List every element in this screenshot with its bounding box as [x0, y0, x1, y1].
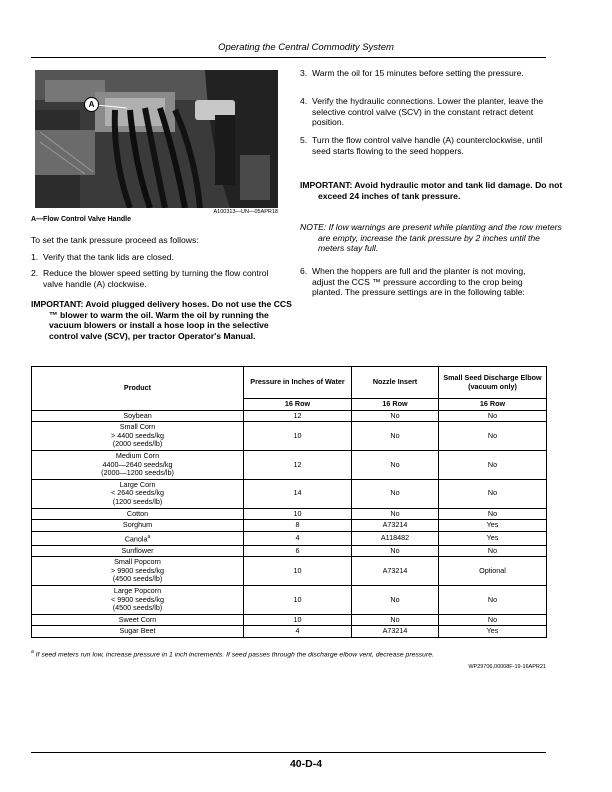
cell-pressure: 14	[244, 479, 352, 508]
product-line: Sorghum	[122, 520, 153, 530]
cell-product	[32, 626, 244, 638]
step-text: Verify that the tank lids are closed.	[43, 252, 174, 262]
product-line: (2000 seeds/lb)	[112, 439, 163, 449]
step-number: 5.	[300, 135, 308, 145]
header-rule	[31, 57, 546, 58]
cell-nozzle: No	[352, 479, 439, 508]
cell-nozzle: A73214	[352, 557, 439, 586]
cell-elbow: Optional	[439, 557, 547, 586]
step-text: Warm the oil for 15 minutes before setting the pressure.	[312, 68, 524, 78]
step-6	[300, 266, 546, 298]
table-row	[32, 557, 547, 586]
product-line: > 9900 seeds/kg	[111, 565, 164, 575]
cell-elbow: No	[439, 614, 547, 626]
table-row	[32, 626, 547, 638]
cell-elbow: No	[439, 422, 547, 451]
page-number: 40-D-4	[289, 758, 323, 770]
product-line: Large Popcorn	[113, 586, 162, 596]
cell-product	[32, 520, 244, 532]
table-row	[32, 450, 547, 479]
cell-pressure: 4	[244, 531, 352, 545]
cell-elbow: No	[439, 545, 547, 557]
figure-caption: A—Flow Control Valve Handle	[31, 216, 131, 223]
cell-nozzle: No	[352, 410, 439, 422]
header-nozzle: Nozzle Insert	[352, 367, 439, 399]
step-2	[31, 268, 281, 289]
cell-pressure: 10	[244, 586, 352, 615]
important-text: IMPORTANT: Avoid plugged delivery hoses. Do not use the CCS ™ blower to warm the oil. Warm the oil by running the vacuum blowers or install a hose loop in the selective control valve (SCV), per tractor Operator's Manual.	[31, 299, 292, 341]
cell-nozzle: No	[352, 545, 439, 557]
cell-product	[32, 479, 244, 508]
product-line: (4500 seeds/lb)	[112, 574, 163, 584]
cell-product	[32, 450, 244, 479]
step-number: 2.	[31, 268, 39, 278]
cell-elbow: No	[439, 410, 547, 422]
cell-pressure: 8	[244, 520, 352, 532]
cell-elbow: No	[439, 586, 547, 615]
header-pressure: Pressure in Inches of Water	[244, 367, 352, 399]
header-product: Product	[32, 367, 244, 411]
header-elbow: Small Seed Discharge Elbow (vacuum only)	[439, 367, 547, 399]
product-line: Small Popcorn	[114, 557, 161, 567]
product-line: (4500 seeds/lb)	[112, 603, 163, 613]
footnote-ref: a	[147, 533, 151, 540]
cell-nozzle: No	[352, 586, 439, 615]
cell-nozzle: No	[352, 508, 439, 520]
product-line: > 4400 seeds/kg	[111, 430, 164, 440]
step-number: 6.	[300, 266, 308, 276]
product-name: Canola	[124, 534, 148, 544]
cell-product	[32, 410, 244, 422]
step-text: When the hoppers are full and the planter is not moving, adjust the CCS ™ pressure according to the crop being planted. The pressure settings are in the following table:	[312, 266, 526, 298]
cell-elbow: Yes	[439, 626, 547, 638]
note-text: NOTE: If low warnings are present while planting and the row meters are empty, increase the tank pressure by 2 inches until the meters stay full.	[300, 222, 562, 254]
cell-nozzle: No	[352, 614, 439, 626]
cell-pressure: 10	[244, 557, 352, 586]
cell-nozzle: No	[352, 450, 439, 479]
step-4	[300, 96, 546, 128]
table-row	[32, 545, 547, 557]
table-row	[32, 614, 547, 626]
table-row	[32, 410, 547, 422]
cell-elbow: No	[439, 479, 547, 508]
pressure-settings-table	[31, 366, 547, 638]
product-line: Sugar Beet	[119, 626, 156, 636]
subheader-16-row: 16 Row	[352, 399, 439, 411]
note-low-warnings	[300, 222, 564, 254]
cell-nozzle: A73214	[352, 520, 439, 532]
document-code: WP29706,00008F-19-16APR21	[468, 664, 546, 670]
cell-elbow: Yes	[439, 531, 547, 545]
product-line: Cotton	[126, 508, 149, 518]
cell-product	[32, 557, 244, 586]
step-3	[300, 68, 546, 79]
important-warning-oil	[31, 299, 299, 341]
step-text: Reduce the blower speed setting by turning the flow control valve handle (A) clockwise.	[43, 268, 269, 289]
table-row	[32, 586, 547, 615]
step-5	[300, 135, 546, 156]
step-number: 3.	[300, 68, 308, 78]
cell-nozzle: A73214	[352, 626, 439, 638]
product-line: Sunflower	[121, 545, 154, 555]
product-line: Soybean	[123, 410, 152, 420]
table-header-row	[32, 367, 547, 399]
footnote-mark: a	[31, 649, 34, 655]
intro-text: To set the tank pressure proceed as follows:	[31, 235, 199, 245]
table-row	[32, 479, 547, 508]
product-line: < 2640 seeds/kg	[111, 488, 164, 498]
cell-product	[32, 545, 244, 557]
cell-nozzle: No	[352, 422, 439, 451]
product-line: (1200 seeds/lb)	[112, 496, 163, 506]
footnote-text: If seed meters run low, increase pressure in 1 inch increments. If seed passes through the discharge elbow vent, decrease pressure.	[33, 651, 434, 659]
product-line: Large Corn	[119, 479, 156, 489]
callout-circle	[84, 97, 99, 112]
important-warning-motor	[300, 180, 564, 201]
table-row	[32, 508, 547, 520]
cell-pressure: 6	[244, 545, 352, 557]
step-text: Verify the hydraulic connections. Lower the planter, leave the selective control valve (SCV) in the constant retract detent position.	[312, 96, 544, 128]
product-line: (2000—1200 seeds/lb)	[101, 468, 174, 478]
step-1	[31, 252, 281, 263]
subheader-16-row: 16 Row	[439, 399, 547, 411]
cell-elbow: No	[439, 508, 547, 520]
table-row	[32, 531, 547, 545]
flow-control-valve-photo	[35, 70, 278, 208]
product-line: Sweet Corn	[118, 614, 157, 624]
table-row	[32, 422, 547, 451]
step-number: 1.	[31, 252, 39, 262]
valve-illustration	[35, 70, 278, 208]
footer-rule	[31, 752, 546, 753]
cell-elbow: Yes	[439, 520, 547, 532]
cell-pressure: 10	[244, 614, 352, 626]
important-text: IMPORTANT: Avoid hydraulic motor and tank lid damage. Do not exceed 24 inches of tank pressure.	[300, 180, 563, 201]
product-line: < 9900 seeds/kg	[111, 594, 164, 604]
cell-pressure: 4	[244, 626, 352, 638]
callout-label: A	[88, 100, 95, 109]
product-line: 4400—2640 seeds/kg	[102, 459, 173, 469]
product-line-with-note	[34, 533, 241, 544]
cell-product	[32, 422, 244, 451]
cell-elbow: No	[439, 450, 547, 479]
table-row	[32, 520, 547, 532]
product-line: Small Corn	[119, 422, 156, 432]
cell-pressure: 10	[244, 508, 352, 520]
step-number: 4.	[300, 96, 308, 106]
cell-pressure: 12	[244, 410, 352, 422]
product-line: Medium Corn	[115, 450, 160, 460]
table-footnote	[31, 649, 434, 658]
subheader-16-row: 16 Row	[244, 399, 352, 411]
page-header: Operating the Central Commodity System	[218, 42, 394, 53]
cell-product	[32, 586, 244, 615]
cell-pressure: 10	[244, 422, 352, 451]
cell-nozzle: A118482	[352, 531, 439, 545]
cell-pressure: 12	[244, 450, 352, 479]
cell-product	[32, 614, 244, 626]
figure-code: A100313—UN—05APR18	[213, 209, 278, 215]
step-text: Turn the flow control valve handle (A) counterclockwise, until seed starts flowing to the seed hoppers.	[312, 135, 543, 156]
cell-product	[32, 531, 244, 545]
cell-product	[32, 508, 244, 520]
table-body	[32, 410, 547, 637]
